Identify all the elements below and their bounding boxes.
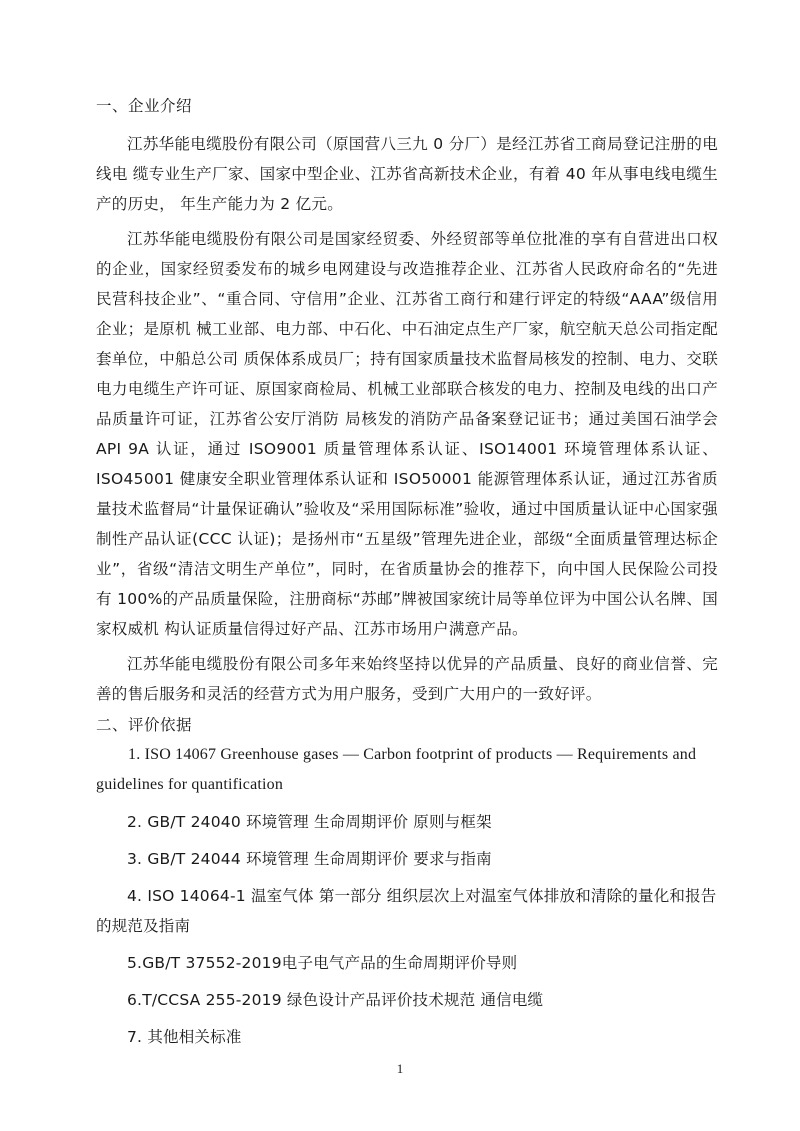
page-number: 1 xyxy=(396,1061,404,1076)
standard-item-6: 6.T/CCSA 255-2019 绿色设计产品评价技术规范 通信电缆 xyxy=(127,991,544,1009)
company-intro-paragraph-3: 江苏华能电缆股份有限公司多年来始终坚持以优异的产品质量、良好的商业信誉、完善的售后服务和灵活的经营方式为用户服务，受到广大用户的一致好评。 xyxy=(96,655,718,703)
section-heading-company-intro: 一、企业介绍 xyxy=(96,97,193,115)
company-intro-paragraph-2: 江苏华能电缆股份有限公司是国家经贸委、外经贸部等单位批准的享有自营进出口权的企业，国家经贸委发布的城乡电网建设与改造推荐企业、江苏省人民政府命名的“先进民营科技企业”、“重合同、守信用”企业、江苏省工商行和建行评定的特级“AAA”级信用企业；是原机 械工业部、电力部、中石化、中石油定点生产厂家，航空航天总公司指定配套单位，中船总公司 质保体系成员厂；持有国家质量技术监督局核发的控制、电力、交联电力电缆生产许可证、原国家商检局、机械工业部联合核发的电力、控制及电线的出口产品质量许可证，江苏省公安厅消防 局核发的消防产品备案登记证书；通过美国石油学会 API 9A 认证，通过 ISO9001 质量管理体系认证、ISO14001 环境管理体系认证、ISO45001 健康安全职业管理体系认证和 ISO50001 能源管理体系认证，通过江苏省质量技术监督局“计量保证确认”验收及“采用国际标准”验收，通过中国质量认证中心国家强制性产品认证(CCC 认证)；是扬州市“五星级”管理先进企业，部级“全面质量管理达标企业”，省级“清洁文明生产单位”，同时，在省质量协会的推荐下，向中国人民保险公司投有 100%的产品质量保险，注册商标“苏邮”牌被国家统计局等单位评为中国公认名牌、国家权威机 构认证质量信得过好产品、江苏市场用户满意产品。 xyxy=(96,230,718,638)
company-intro-paragraph-1: 江苏华能电缆股份有限公司（原国营八三九 0 分厂）是经江苏省工商局登记注册的电线电 缆专业生产厂家、国家中型企业、江苏省高新技术企业，有着 40 年从事电线电缆生产的历史， 年生产能力为 2 亿元。 xyxy=(96,135,718,213)
standard-item-5: 5.GB/T 37552-2019电子电气产品的生命周期评价导则 xyxy=(127,954,518,972)
standard-item-3: 3. GB/T 24044 环境管理 生命周期评价 要求与指南 xyxy=(127,850,492,868)
standard-item-1: 1. ISO 14067 Greenhouse gases — Carbon footprint of products — Requirements and guidelines for quantification xyxy=(96,746,697,793)
section-heading-evaluation-basis: 二、评价依据 xyxy=(96,716,193,734)
standard-item-2: 2. GB/T 24040 环境管理 生命周期评价 原则与框架 xyxy=(127,813,492,831)
standard-item-7: 7. 其他相关标准 xyxy=(127,1028,242,1046)
standard-item-4: 4. ISO 14064-1 温室气体 第一部分 组织层次上对温室气体排放和清除的量化和报告的规范及指南 xyxy=(96,887,717,935)
